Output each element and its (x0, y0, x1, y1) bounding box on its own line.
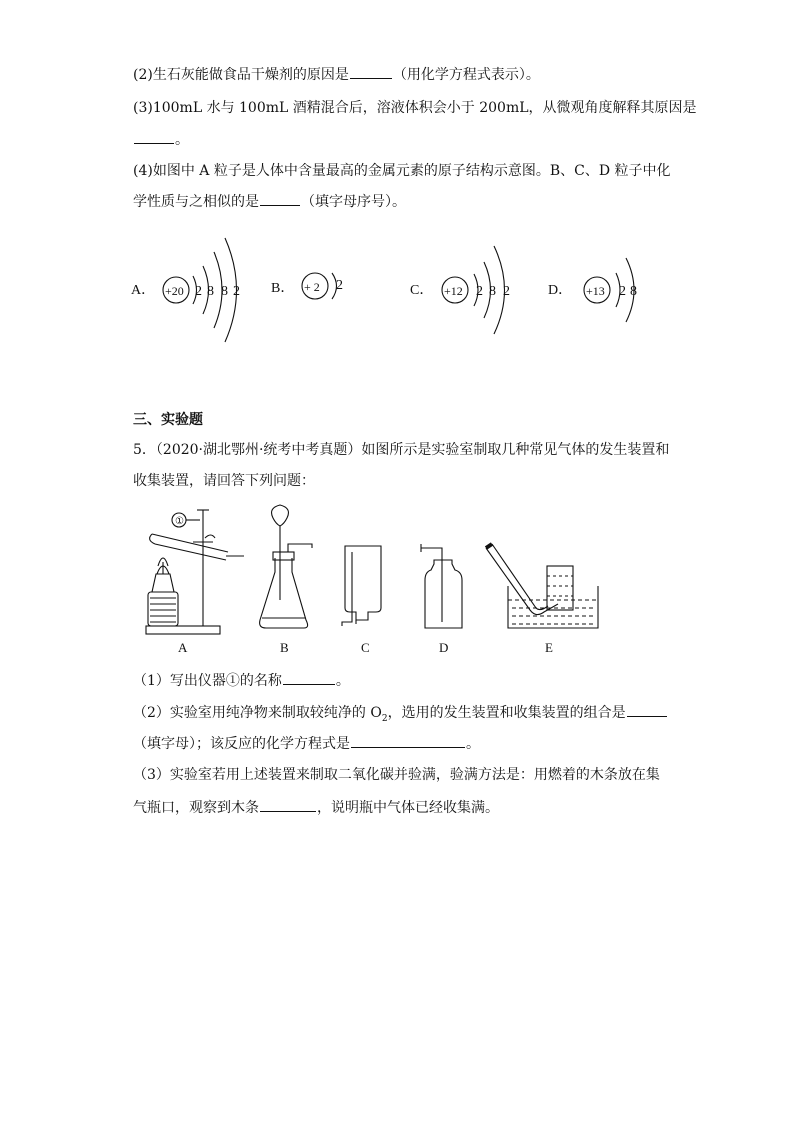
question-2-line (133, 66, 540, 84)
sub-question-2-line1 (133, 704, 668, 728)
sub-2-line2-prefix: （填字母）；该反应的化学方程式是 (133, 736, 350, 752)
atom-structure-diagrams (0, 228, 794, 358)
atom-a-electron-2: 8 (207, 284, 214, 299)
atom-b-label: B． (271, 281, 295, 296)
atom-c-label: C． (410, 283, 434, 298)
sub-3-suffix: ，说明瓶中气体已经收集满。 (317, 800, 499, 816)
question-3-line1: (3)100mL 水与 100mL 酒精混合后，溶液体积会小于 200mL，从微观角度解释其原因是 (133, 100, 697, 116)
sub-1-middle: 的名称 (239, 673, 282, 689)
atom-a-electron-3: 8 (221, 284, 228, 299)
atom-d-nucleus: +13 (586, 284, 605, 298)
atom-b-electron-1: 2 (336, 278, 343, 293)
atom-a-nucleus: +20 (165, 284, 184, 298)
instrument-marker: ① (175, 516, 184, 527)
atom-d-electron-2: 8 (630, 284, 637, 299)
sub-2-line2-suffix: 。 (466, 736, 480, 752)
answer-blank[interactable] (350, 77, 392, 79)
sub-question-3-line2 (133, 799, 499, 817)
apparatus-label-a: A (178, 640, 188, 655)
atom-c-nucleus: +12 (444, 284, 463, 298)
answer-blank[interactable] (260, 810, 316, 812)
answer-blank[interactable] (134, 142, 174, 144)
sub-1-marker: ① (225, 673, 240, 689)
equation-blank[interactable] (351, 746, 465, 748)
sub-2-suffix: ，选用的发生装置和收集装置的组合是 (387, 705, 626, 721)
answer-blank[interactable] (283, 683, 335, 685)
section-heading: 三、实验题 (133, 412, 203, 428)
question-4-line1: (4)如图中 A 粒子是人体中含量最高的金属元素的原子结构示意图。B、C、D 粒子中化 (133, 163, 671, 179)
atom-d-electron-1: 2 (619, 284, 626, 299)
o2-subscript: 2 (381, 713, 388, 724)
sub-question-3-line1: （3）实验室若用上述装置来制取二氧化碳并验满，验满方法是：用燃着的木条放在集 (133, 767, 660, 783)
atom-c-electron-3: 2 (503, 284, 510, 299)
answer-blank[interactable] (627, 715, 667, 717)
question-4-line2 (133, 193, 406, 211)
sub-question-1 (133, 672, 350, 690)
atom-c-electron-2: 8 (489, 284, 496, 299)
atom-c-electron-1: 2 (476, 284, 483, 299)
question-2-prefix: (2)生石灰能做食品干燥剂的原因是 (133, 67, 349, 83)
apparatus-label-b: B (280, 640, 289, 655)
question-5-line2: 收集装置，请回答下列问题： (133, 473, 315, 489)
atom-b-nucleus: + 2 (304, 280, 320, 294)
atom-d-label: D． (548, 283, 573, 298)
lab-apparatus-diagram (0, 500, 794, 660)
answer-blank[interactable] (260, 204, 300, 206)
sub-question-2-line2 (133, 735, 480, 753)
apparatus-label-c: C (361, 640, 370, 655)
atom-a-electron-1: 2 (195, 284, 202, 299)
question-4-prefix: 学性质与之相似的是 (133, 194, 259, 210)
question-2-suffix: （用化学方程式表示）。 (392, 67, 540, 83)
apparatus-label-e: E (545, 640, 553, 655)
atom-a-label: A． (131, 283, 156, 298)
sub-1-prefix: （1）写出仪器 (133, 673, 226, 689)
question-5-line1: 5．（2020·湖北鄂州·统考中考真题）如图所示是实验室制取几种常见气体的发生装置和 (133, 442, 670, 458)
atom-a-electron-4: 2 (233, 284, 240, 299)
sub-2-prefix: （2）实验室用纯净物来制取较纯净的 O (133, 705, 382, 721)
question-3-suffix: 。 (175, 132, 189, 148)
question-3-line2 (133, 131, 189, 149)
test-tube (150, 534, 244, 560)
apparatus-label-d: D (439, 640, 449, 655)
sub-3-prefix: 气瓶口，观察到木条 (133, 800, 259, 816)
sub-1-suffix: 。 (335, 673, 350, 689)
question-4-suffix: （填字母序号）。 (301, 194, 406, 210)
